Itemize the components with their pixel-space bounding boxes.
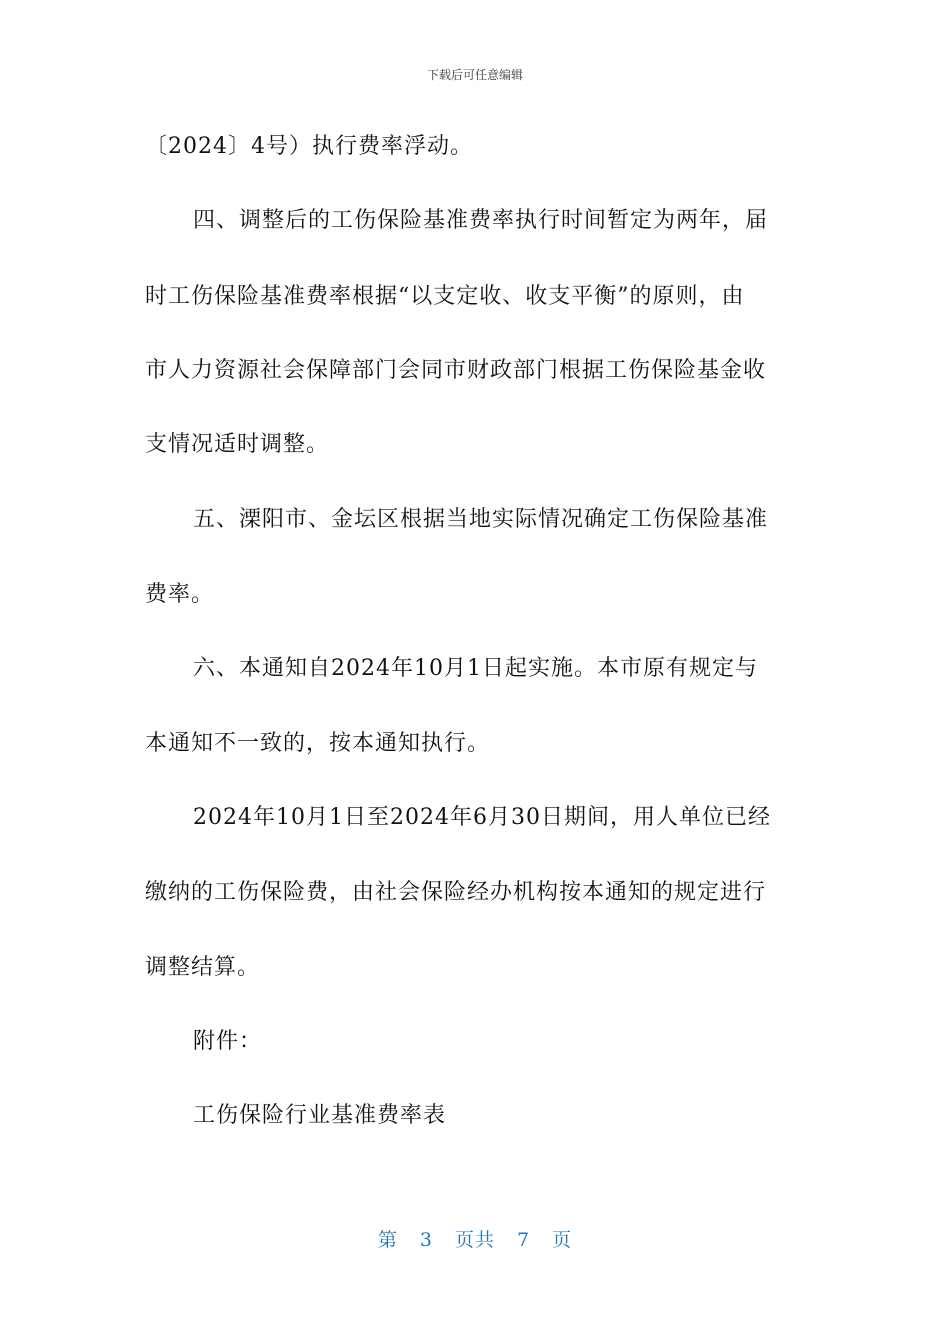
body-line-9: 本通知不一致的，按本通知执行。	[145, 731, 491, 756]
header-note: 下载后可任意编辑	[426, 68, 523, 82]
body-line-3: 时工伤保险基准费率根据“以支定收、收支平衡”的原则，由	[145, 284, 745, 309]
footer-page-mid: 页共	[454, 1229, 495, 1251]
body-line-6: 五、溧阳市、金坛区根据当地实际情况确定工伤保险基准	[193, 507, 769, 532]
footer-total-pages: 7	[517, 1229, 531, 1251]
footer-page-suffix: 页	[552, 1229, 573, 1251]
body-line-4: 市人力资源社会保障部门会同市财政部门根据工伤保险基金收	[145, 358, 767, 383]
footer-current-page: 3	[419, 1229, 433, 1251]
body-line-5: 支情况适时调整。	[145, 432, 330, 457]
body-line-10: 2024年10月1日至2024年6月30日期间，用人单位已经	[193, 805, 771, 830]
footer-page-prefix: 第	[377, 1229, 398, 1251]
page-number-footer	[0, 1225, 950, 1252]
body-line-8: 六、本通知自2024年10月1日起实施。本市原有规定与	[193, 656, 758, 681]
body-line-13: 附件：	[193, 1029, 263, 1054]
body-line-11: 缴纳的工伤保险费，由社会保险经办机构按本通知的规定进行	[145, 880, 767, 905]
body-line-14: 工伤保险行业基准费率表	[193, 1103, 447, 1128]
body-line-1: 〔2024〕4号）执行费率浮动。	[145, 134, 473, 159]
body-line-7: 费率。	[145, 582, 215, 607]
body-line-2: 四、调整后的工伤保险基准费率执行时间暂定为两年，届	[193, 208, 769, 233]
body-line-12: 调整结算。	[145, 955, 261, 980]
